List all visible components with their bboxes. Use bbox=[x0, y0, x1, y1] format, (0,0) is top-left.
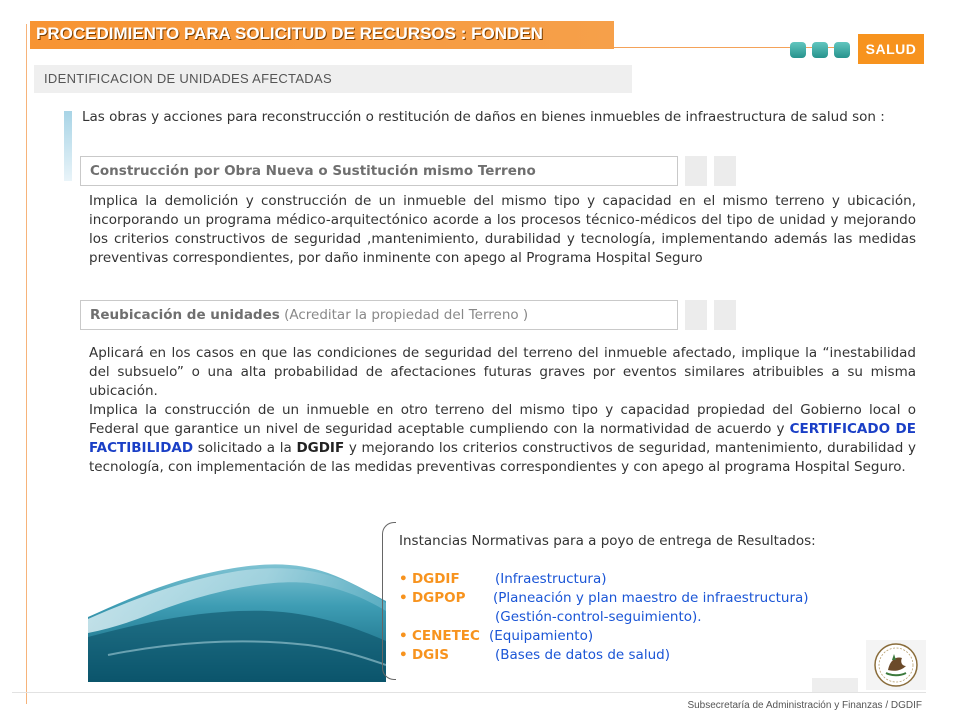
title-banner bbox=[30, 21, 614, 49]
section1-title-box bbox=[80, 156, 678, 186]
list-item bbox=[399, 627, 919, 646]
dgdif-bold: DGDIF bbox=[296, 440, 345, 456]
instance-abbr: DGIS bbox=[411, 647, 449, 663]
certificado-highlight: CERTIFICADO DE FACTIBILIDAD bbox=[89, 421, 916, 456]
page-title: PROCEDIMIENTO PARA SOLICITUD DE RECURSOS : FONDEN bbox=[36, 24, 543, 43]
body2-part-c: y mejorando los criterios constructivos de seguridad, mantenimiento, durabilidad y tecnología, con implementación de las medidas preventivas correspondientes y con apego al programa Hospital Seguro. bbox=[89, 440, 917, 475]
section-header bbox=[34, 65, 632, 93]
section-header-title: IDENTIFICACION DE UNIDADES AFECTADAS bbox=[44, 71, 332, 86]
decorative-square bbox=[714, 300, 736, 330]
section2-body-paragraph2 bbox=[89, 401, 916, 477]
instance-desc: (Infraestructura) bbox=[495, 571, 607, 587]
instance-abbr: CENETEC bbox=[411, 628, 480, 644]
section1-title: Construcción por Obra Nueva o Sustitución mismo Terreno bbox=[90, 163, 536, 179]
list-item bbox=[399, 570, 919, 589]
instance-desc: (Bases de datos de salud) bbox=[495, 647, 670, 663]
bracket-divider bbox=[382, 522, 396, 680]
section2-title-note: (Acreditar la propiedad del Terreno ) bbox=[279, 307, 529, 323]
footer-divider bbox=[12, 692, 926, 693]
instancias-list bbox=[399, 532, 919, 665]
salud-logo-label: SALUD bbox=[865, 41, 917, 57]
square-icon bbox=[834, 42, 850, 58]
section2-title-box bbox=[80, 300, 678, 330]
instancias-heading: Instancias Normativas para a poyo de entrega de Resultados: bbox=[399, 533, 816, 549]
bullet: • bbox=[399, 647, 408, 663]
list-item bbox=[399, 646, 919, 665]
bullet: • bbox=[399, 571, 408, 587]
instance-abbr: DGPOP bbox=[411, 590, 466, 606]
section1-body: Implica la demolición y construcción de un inmueble del mismo tipo y capacidad en el mismo terreno y ubicación, incorporando un programa médico-arquitectónico acorde a los procesos técnico-médicos del tipo de unidad y mejorando los criterios constructivos de seguridad ,mantenimiento, durabilidad y tecnología, implementando además las medidas preventivas correspondientes, por daño inminente con apego al Programa Hospital Seguro bbox=[89, 193, 916, 266]
footer-text: Subsecretaría de Administración y Finanzas / DGDIF bbox=[687, 700, 922, 711]
list-item bbox=[399, 589, 919, 608]
section2-title bbox=[90, 307, 528, 323]
bullet: • bbox=[399, 590, 408, 606]
decorative-rect bbox=[812, 678, 858, 692]
list-item-continuation bbox=[399, 608, 919, 627]
instance-desc-continued: (Gestión-control-seguimiento). bbox=[495, 609, 702, 625]
body2-part-a: Implica la construcción de un inmueble en otro terreno del mismo tipo y capacidad propiedad del Gobierno local o Federal que garantice un nivel de seguridad aceptable cumpliendo con la normatividad de acuerdo y bbox=[89, 402, 916, 437]
left-border-line bbox=[26, 24, 27, 704]
section2-body bbox=[89, 344, 916, 477]
instance-desc: (Planeación y plan maestro de infraestructura) bbox=[493, 590, 809, 606]
water-wave-image bbox=[88, 519, 386, 682]
mexico-seal bbox=[866, 640, 926, 690]
square-icon bbox=[812, 42, 828, 58]
square-icon bbox=[790, 42, 806, 58]
accent-bar bbox=[64, 111, 72, 181]
decorative-square bbox=[685, 300, 707, 330]
salud-logo bbox=[858, 34, 924, 64]
decorative-square bbox=[685, 156, 707, 186]
section2-body-paragraph1: Aplicará en los casos en que las condiciones de seguridad del terreno del inmueble afectado, implique la “inestabilidad del subsuelo” o una alta probabilidad de afectaciones futuras graves por eventos similares atribuibles a su misma ubicación. bbox=[89, 345, 916, 399]
instance-abbr: DGDIF bbox=[411, 571, 460, 587]
section2-title-bold: Reubicación de unidades bbox=[90, 307, 280, 323]
body2-part-b: solicitado a la bbox=[193, 440, 297, 456]
instance-desc: (Equipamiento) bbox=[489, 628, 594, 644]
intro-paragraph: Las obras y acciones para reconstrucción o restitución de daños en bienes inmuebles de infraestructura de salud son : bbox=[82, 109, 885, 125]
decorative-square bbox=[714, 156, 736, 186]
bullet: • bbox=[399, 628, 408, 644]
